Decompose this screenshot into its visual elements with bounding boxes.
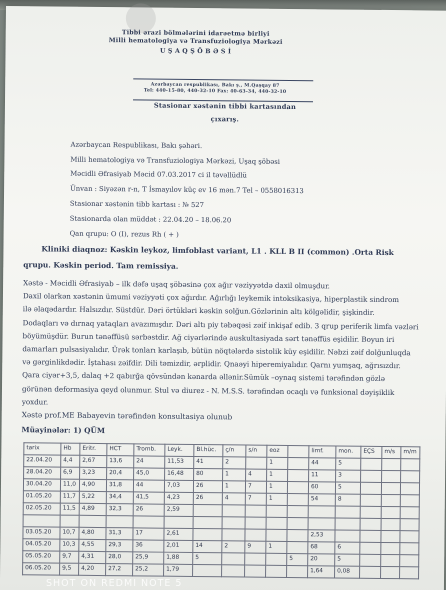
history-line: yoxdur. xyxy=(21,397,49,407)
table-cell: 34,4 xyxy=(106,492,133,504)
table-cell: 7,03 xyxy=(164,480,193,492)
history-line: Dodaqları və dırnaq yataqları avazımışdır. Dəri altı piy təbəqəsi zəif inkişaf edib. 3 qrup periferik limfa vəzləri xyxy=(22,317,419,331)
table-cell: 4,31 xyxy=(79,551,106,563)
table-cell: 27,2 xyxy=(106,564,133,576)
table-cell xyxy=(361,470,382,482)
table-cell xyxy=(400,495,419,507)
table-cell xyxy=(381,518,400,530)
column-header: ç/n xyxy=(223,445,246,457)
table-cell: 06.05.20 xyxy=(23,563,60,575)
table-cell: 4,23 xyxy=(164,492,193,504)
table-cell: 1 xyxy=(222,481,245,493)
table-cell xyxy=(360,554,381,566)
table-cell xyxy=(287,541,308,553)
column-header: EÇS xyxy=(361,446,382,458)
history-line: Xəstə - Məcidli Əfrasiyab – ilk dəfə uşaq şöbəsinə çox ağır vəziyyətdə daxil olmuşdur. xyxy=(23,278,331,291)
table-cell xyxy=(245,553,266,565)
table-cell xyxy=(360,542,381,554)
consultation-note: Xəstə prof.ME Babayevin tərəfindən konsultasiya olunub xyxy=(21,410,233,422)
table-cell xyxy=(288,469,309,481)
table-cell: 3 xyxy=(336,470,361,482)
table-cell: 8 xyxy=(335,494,360,506)
table-cell xyxy=(401,459,420,471)
history-line: Daxil olarkən xəstənin ümumi vəziyyəti çox ağırdır. Ağırlığı leykemik intoksikasiya, hiperplastik sindrom xyxy=(22,291,400,305)
table-cell: 44 xyxy=(309,458,336,470)
table-cell xyxy=(400,507,419,519)
table-cell: 02.05.20 xyxy=(23,503,60,515)
patient-name-line: Məcidli Əfrasiyab Məcid 07.03.2017 ci il təvəllüdlü xyxy=(70,169,248,180)
table-cell xyxy=(79,515,106,527)
table-cell xyxy=(266,517,287,529)
table-cell xyxy=(287,517,308,529)
table-cell: 26 xyxy=(133,504,164,516)
table-cell: 16,48 xyxy=(165,468,194,480)
column-header: m/s xyxy=(382,446,401,458)
table-cell: 31,8 xyxy=(106,480,133,492)
table-cell xyxy=(222,529,245,541)
table-cell xyxy=(381,494,400,506)
table-cell: 4,80 xyxy=(79,527,106,539)
table-cell: 2,59 xyxy=(164,504,193,516)
table-cell xyxy=(193,504,222,516)
table-cell: 14 xyxy=(193,540,222,552)
table-cell xyxy=(400,543,419,555)
table-cell: 28,0 xyxy=(106,552,133,564)
table-cell: 1 xyxy=(267,469,288,481)
table-cell: 80 xyxy=(194,468,223,480)
table-cell: 0,08 xyxy=(335,566,360,578)
table-cell: 5 xyxy=(336,458,361,470)
table-cell: 17 xyxy=(133,528,164,540)
stay-period-line: Stasionarda olan müddət : 22.04.20 – 18.06.20 xyxy=(69,214,232,225)
column-header: Bl.hüc. xyxy=(194,444,223,456)
table-cell xyxy=(360,566,381,578)
table-cell: 5 xyxy=(287,553,308,565)
phone-line: Tel: 440-15-80, 440-32-10 Fax: 40-63-34, 440-32-10 xyxy=(143,88,287,95)
table-cell xyxy=(266,553,287,565)
table-cell: 9 xyxy=(245,541,266,553)
table-cell: 11 xyxy=(309,470,336,482)
document-title-block xyxy=(125,101,325,125)
table-cell xyxy=(287,565,308,577)
table-cell: 36 xyxy=(133,540,164,552)
table-cell xyxy=(222,565,245,577)
table-cell: 32,3 xyxy=(106,504,133,516)
table-cell: 11,7 xyxy=(60,491,79,503)
table-cell: 7 xyxy=(245,493,266,505)
center-name: Milli hematologiya və Transfuziologiya Mərkəzi xyxy=(108,36,283,46)
table-cell: 24 xyxy=(134,456,165,468)
table-cell: 54 xyxy=(308,494,335,506)
table-cell: 44 xyxy=(133,480,164,492)
table-cell xyxy=(381,542,400,554)
table-cell xyxy=(60,515,79,527)
patient-address-line: Ünvan : Siyəzən r-n, T İsmayılov küç ev 16 mən.7 Tel – 0558016313 xyxy=(70,184,304,196)
table-cell xyxy=(222,505,245,517)
table-cell xyxy=(288,457,309,469)
table-cell: 5,22 xyxy=(79,491,106,503)
blood-group-line: Qan qrupu: O (I), rezus Rh ( + ) xyxy=(69,229,179,239)
table-cell xyxy=(381,566,400,578)
table-cell: 45,0 xyxy=(134,468,165,480)
table-cell: 1,79 xyxy=(164,564,193,576)
table-cell: 6,9 xyxy=(61,467,80,479)
table-cell xyxy=(381,506,400,518)
table-cell: 2,01 xyxy=(164,540,193,552)
table-cell: 25,9 xyxy=(133,552,164,564)
table-cell xyxy=(222,517,245,529)
table-cell: 10,7 xyxy=(60,527,79,539)
table-cell xyxy=(360,482,381,494)
table-cell: 41,5 xyxy=(133,492,164,504)
blood-count-table xyxy=(22,442,420,579)
clinical-history-text xyxy=(22,276,423,412)
table-cell xyxy=(266,505,287,517)
column-header: s/n xyxy=(246,445,267,457)
document-title: Stasionar xəstənin tibbi kartasından xyxy=(153,101,297,112)
table-cell xyxy=(335,518,360,530)
table-cell: 2,61 xyxy=(164,528,193,540)
table-cell xyxy=(164,516,193,528)
contact-block xyxy=(115,82,315,96)
table-cell: 25,2 xyxy=(133,564,164,576)
table-cell xyxy=(382,458,401,470)
institution-line: Milli hematologiya və Transfuziologiya Mərkəzi, Uşaq şöbəsi xyxy=(70,155,280,166)
address-line: Azərbaycan respublikası, Bakı ş., M.Qaşqay 87 xyxy=(150,82,280,89)
table-cell xyxy=(106,516,133,528)
column-header: tarix xyxy=(24,443,61,455)
table-cell xyxy=(308,518,335,530)
table-cell xyxy=(400,519,419,531)
table-cell xyxy=(400,531,419,543)
table-cell xyxy=(335,506,360,518)
table-cell: 01.05.20 xyxy=(23,491,60,503)
letterhead-divider xyxy=(133,78,313,81)
table-cell: 30.04.20 xyxy=(23,479,60,491)
table-cell xyxy=(381,554,400,566)
table-cell: 26 xyxy=(193,492,222,504)
table-cell xyxy=(193,516,222,528)
card-number-line: Stasionar xəstənin tibb kartası : № 527 xyxy=(69,199,204,210)
labs-heading: Müayinələr: 1) QÜM xyxy=(21,425,106,436)
table-cell: 4,89 xyxy=(79,503,106,515)
table-cell xyxy=(246,457,267,469)
column-header: Tromb. xyxy=(134,444,165,456)
table-cell xyxy=(361,458,382,470)
table-cell xyxy=(381,530,400,542)
table-cell xyxy=(245,529,266,541)
table-cell: 11,0 xyxy=(60,479,79,491)
table-cell: 1 xyxy=(267,457,288,469)
table-cell: 03.05.20 xyxy=(23,527,60,539)
table-cell: 28.04.20 xyxy=(24,467,61,479)
table-cell: 11,53 xyxy=(165,456,194,468)
table-cell: 04.05.20 xyxy=(23,539,60,551)
table-cell: 60 xyxy=(308,482,335,494)
table-cell xyxy=(287,529,308,541)
table-cell xyxy=(287,493,308,505)
table-cell: 4 xyxy=(246,469,267,481)
table-cell: 68 xyxy=(308,542,335,554)
table-cell xyxy=(23,515,60,527)
column-header: m/m xyxy=(401,447,420,459)
table-cell xyxy=(400,567,419,579)
table-cell xyxy=(381,482,400,494)
table-cell: 1 xyxy=(266,493,287,505)
history-line: ilə əlaqədardır. Halsızdır. Süstdür. Dəri örtükləri kəskin solğun.Gözlərinin altı kölgəlidir, şişkindir. xyxy=(22,304,375,318)
column-header: Eritr. xyxy=(80,443,107,455)
table-cell: 31,3 xyxy=(106,528,133,540)
table-cell: 26 xyxy=(193,480,222,492)
table-cell xyxy=(287,481,308,493)
diagnosis-line-1: Kliniki diaqnoz: Kəskin leykoz, limfoblast variant, L1 . KLL B II (common) .Orta Risk xyxy=(41,244,394,258)
table-cell xyxy=(360,530,381,542)
table-body xyxy=(23,455,420,579)
table-cell xyxy=(360,494,381,506)
table-cell xyxy=(266,565,287,577)
table-cell: 20 xyxy=(308,554,335,566)
table-cell xyxy=(308,506,335,518)
table-cell: 5 xyxy=(335,482,360,494)
table-cell xyxy=(400,483,419,495)
history-line: böyümüşdür. Burun tənəffüsü sərbəstdir. Ağ ciyərlərində auskultasiyada sərt tənəffüs eşidilir. Boyun iri xyxy=(22,331,395,344)
table-cell xyxy=(360,518,381,530)
table-cell: 1,64 xyxy=(308,566,335,578)
table-cell: 20,4 xyxy=(107,468,134,480)
table-cell: 4,90 xyxy=(79,479,106,491)
table-cell: 2,67 xyxy=(80,455,107,467)
discharge-document-page xyxy=(0,6,446,590)
table-cell: 22.04.20 xyxy=(24,455,61,467)
table-cell: 41 xyxy=(194,456,223,468)
table-cell: 6 xyxy=(335,542,360,554)
letterhead xyxy=(96,29,296,56)
table-cell: 13,6 xyxy=(107,456,134,468)
column-header: HCT xyxy=(107,444,134,456)
table-cell: 1,88 xyxy=(164,552,193,564)
table-cell: 29,3 xyxy=(106,540,133,552)
column-header: Hb xyxy=(61,443,80,455)
table-cell: 4,55 xyxy=(79,539,106,551)
column-header: Leyk. xyxy=(165,444,194,456)
table-cell: 4 xyxy=(222,493,245,505)
table-cell: 4,20 xyxy=(79,563,106,575)
table-cell: 05.05.20 xyxy=(23,551,60,563)
document-subtitle: çıxarış. xyxy=(210,115,240,124)
ministry-line: Tibbi ərazi bölmələrini idarəetmə birliyi xyxy=(121,29,270,38)
camera-watermark: SHOT ON REDMI NOTE 5 xyxy=(46,578,183,589)
country-line: Azərbaycan Respublikası, Bakı şəhəri. xyxy=(70,140,203,151)
table-cell: 5 xyxy=(335,554,360,566)
table-cell: 2,53 xyxy=(308,530,335,542)
table-cell xyxy=(245,505,266,517)
table-cell xyxy=(193,564,222,576)
table-cell xyxy=(193,528,222,540)
history-line: damarları pulsasiyalıdır. Ürək tonları karlaşıb, bütün nöqtələrdə sistolik küy eşidilir. Nəbzi zəif dolğunluqda xyxy=(22,344,411,358)
table-cell: 2 xyxy=(223,457,246,469)
column-header xyxy=(288,445,309,457)
diagnosis-line-2: qrupu. Kəskin period. Tam remissiya. xyxy=(23,260,179,271)
table-cell: 9,7 xyxy=(60,551,79,563)
table-cell xyxy=(245,565,266,577)
table-cell: 5 xyxy=(193,552,222,564)
table-cell xyxy=(400,555,419,567)
table-cell xyxy=(133,516,164,528)
table-cell: 9,5 xyxy=(60,563,79,575)
table-cell xyxy=(360,506,381,518)
history-line: görünən deformasiya qeyd olunmur. Stul və diurez - N. M.S.S. tərəfindən ocaqlı və funksional dəyişiklik xyxy=(21,383,395,397)
table-cell: 4,4 xyxy=(61,455,80,467)
table-cell: 1 xyxy=(223,469,246,481)
table-cell xyxy=(266,529,287,541)
table-cell: 11,5 xyxy=(60,503,79,515)
history-line: və gərginlikdədir. İştahası zəifdir. Dili təmizdir, ərplidir. Qnaəyi hiperemiyalıdır. Qarnı yumşaq, ağrısızdır. xyxy=(22,357,401,371)
table-cell xyxy=(222,553,245,565)
table-cell: 3,23 xyxy=(80,467,107,479)
table-cell: 2 xyxy=(222,541,245,553)
table-cell xyxy=(245,517,266,529)
table-cell: 10,3 xyxy=(60,539,79,551)
column-header: mon. xyxy=(336,446,361,458)
column-header: limf. xyxy=(309,446,336,458)
table-cell xyxy=(287,505,308,517)
table-cell xyxy=(382,470,401,482)
table-cell xyxy=(401,471,420,483)
column-header: eoz xyxy=(267,445,288,457)
table-cell: 1 xyxy=(266,541,287,553)
table-cell xyxy=(335,530,360,542)
department-name: U Ş A Q Ş Ö B Ə S İ xyxy=(159,47,232,55)
table-cell: 1 xyxy=(266,481,287,493)
history-line: Qara ciyər+3,5, dalaq +2 qabırğa qövsündən kənarda əllənir.Sümük –oynaq sistemi tərəfindən gözlə xyxy=(22,370,386,384)
table-cell: 7 xyxy=(245,481,266,493)
